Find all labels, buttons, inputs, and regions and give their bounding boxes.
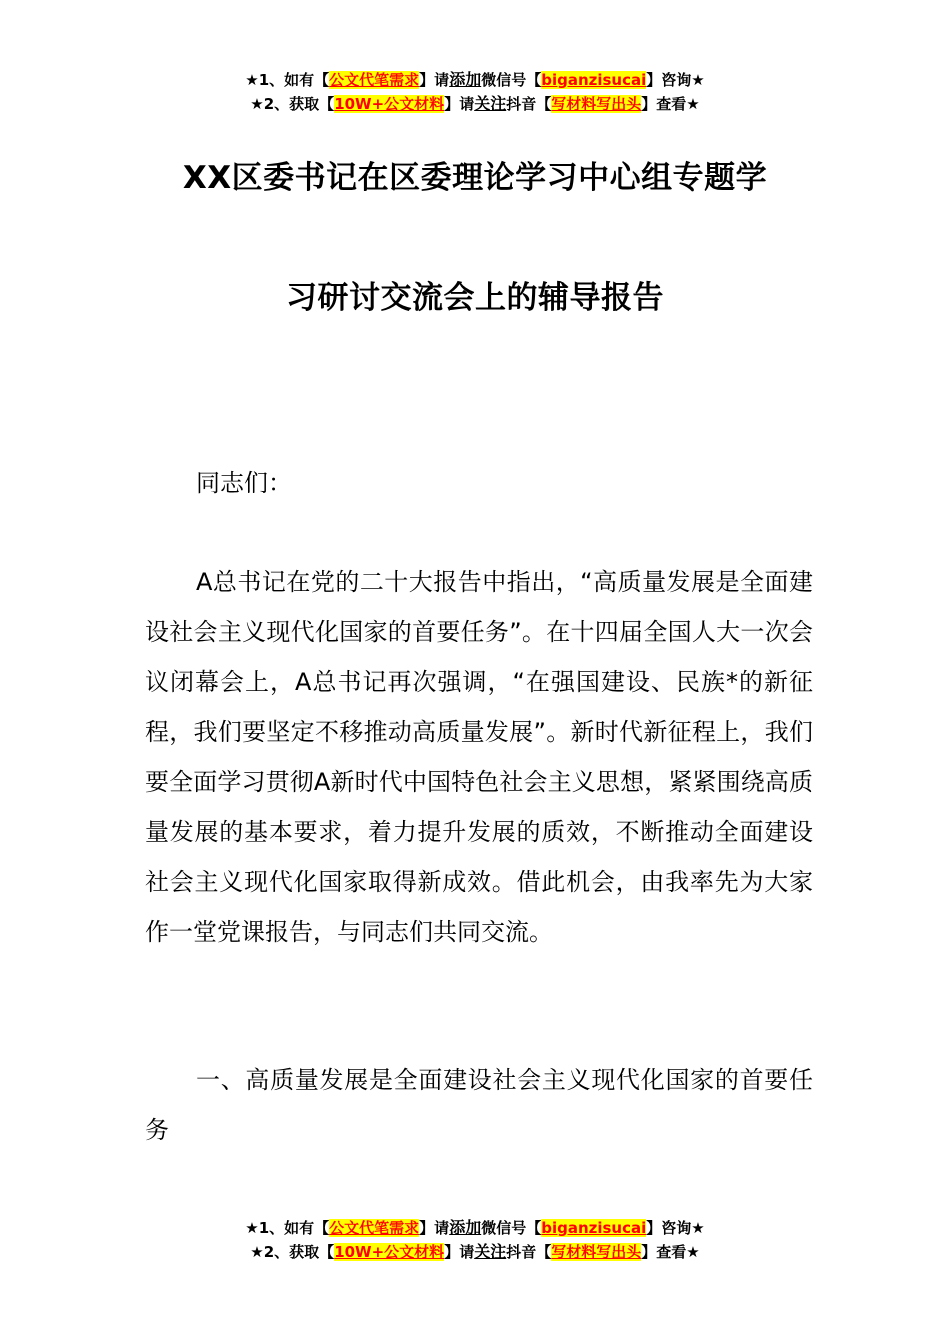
section-heading: 一、高质量发展是全面建设社会主义现代化国家的首要任务 xyxy=(145,1066,813,1144)
promo-line-1: ★1、如有【公文代笔需求】请添加微信号【biganzisucai】咨询★ xyxy=(245,70,705,89)
promo-line-2: ★2、获取【10W+公文材料】请关注抖音【写材料写出头】查看★ xyxy=(250,94,700,113)
promo-emphasis-add: 添加 xyxy=(449,1218,482,1237)
promo-highlight-service: 公文代笔需求 xyxy=(329,71,420,89)
promo-emphasis-follow: 关注 xyxy=(474,1242,507,1261)
promo-highlight-wechat-id: biganzisucai xyxy=(541,1219,647,1237)
body-paragraph: A总书记在党的二十大报告中指出，“高质量发展是全面建设社会主义现代化国家的首要任务”。在十四届全国人大一次会议闭幕会上，A总书记再次强调，“在强国建设、民族*的新征程，我们要坚定不移推动高质量发展”。新时代新征程上，我们要全面学习贯彻A新时代中国特色社会主义思想，紧紧围绕高质量发展的基本要求，着力提升发展的质效，不断推动全面建设社会主义现代化国家取得新成效。借此机会，由我率先为大家作一堂党课报告，与同志们共同交流。 xyxy=(145,568,813,946)
promo-highlight-materials: 10W+公文材料 xyxy=(334,95,445,113)
document-title-line-2: 习研讨交流会上的辅导报告 xyxy=(286,280,664,316)
promo-emphasis-add: 添加 xyxy=(449,70,482,89)
promo-highlight-douyin: 写材料写出头 xyxy=(551,1243,642,1261)
promo-highlight-materials: 10W+公文材料 xyxy=(334,1243,445,1261)
promo-banner-top xyxy=(0,68,950,116)
promo-line-2: ★2、获取【10W+公文材料】请关注抖音【写材料写出头】查看★ xyxy=(250,1242,700,1261)
promo-highlight-douyin: 写材料写出头 xyxy=(551,95,642,113)
promo-banner-bottom xyxy=(0,1216,950,1264)
promo-highlight-service: 公文代笔需求 xyxy=(329,1219,420,1237)
promo-line-1: ★1、如有【公文代笔需求】请添加微信号【biganzisucai】咨询★ xyxy=(245,1218,705,1237)
promo-highlight-wechat-id: biganzisucai xyxy=(541,71,647,89)
promo-emphasis-follow: 关注 xyxy=(474,94,507,113)
document-title-line-1: XX区委书记在区委理论学习中心组专题学 xyxy=(182,160,768,196)
salutation: 同志们： xyxy=(196,469,292,497)
